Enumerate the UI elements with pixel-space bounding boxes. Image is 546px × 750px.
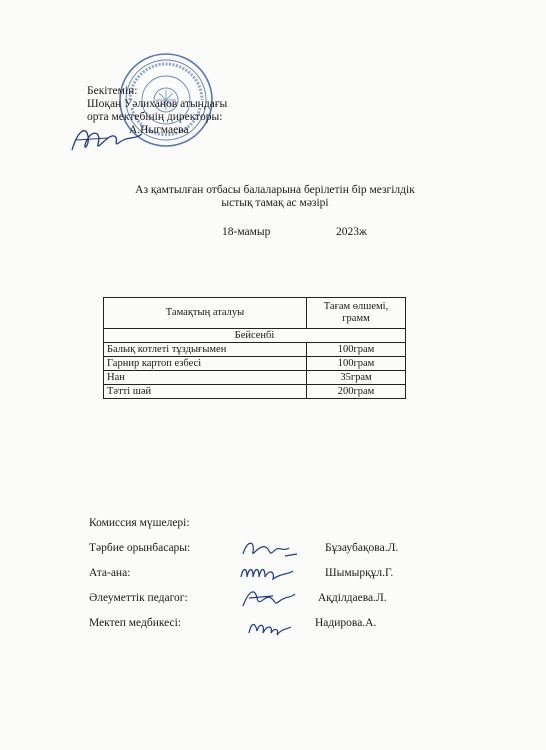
day-label: Бейсенбі [104,329,406,343]
school-name-line: Шоқан Уәлиханов атындағы [87,98,228,110]
dish-name: Нан [104,371,307,385]
commission-member-row [89,617,409,633]
day-row [104,329,406,343]
approval-header [87,85,287,137]
member-name: Шымырқұл.Г. [325,567,394,579]
dish-amount: 100грам [307,343,406,357]
dish-name: Гарнир картоп езбесі [104,357,307,371]
table-header-row [104,298,406,329]
document-date: 18-мамыр [222,226,271,238]
dish-amount: 100грам [307,357,406,371]
table-row [104,371,406,385]
member-name: Ақділдаева.Л. [318,592,387,604]
dish-amount: 35грам [307,371,406,385]
commission-member-row [89,592,409,608]
member-signature [239,584,299,612]
commission-member-row [89,542,409,558]
member-role: Әлеуметтік педагог: [89,592,188,604]
director-title: орта мектебінің директоры: [87,111,223,123]
member-name: Бұзаубақова.Л. [325,542,399,554]
table-row [104,343,406,357]
member-role: Мектеп медбикесі: [89,617,182,629]
dish-name: Балық котлеті тұздығымен [104,343,307,357]
table-row [104,357,406,371]
dish-name: Тәтті шәй [104,385,307,399]
member-signature [245,615,295,643]
approval-label: Бекітемін: [87,85,138,97]
menu-table [103,297,406,399]
member-role: Ата-ана: [89,567,131,579]
member-name: Надирова.А. [315,617,377,629]
member-signature [239,536,301,562]
director-name: А.Ныгмаева [129,124,189,136]
document-year: 2023ж [336,226,367,238]
member-role: Тәрбие орынбасары: [89,542,191,554]
commission-member-row [89,567,409,583]
table-row [104,385,406,399]
document-title: Аз қамтылған отбасы балаларына берілетін бір мезгілдік ыстық тамақ ас мәзірі [135,184,415,209]
column-header-amount: Тағам өлшемі, грамм [307,298,406,329]
dish-amount: 200грам [307,385,406,399]
commission-title: Комиссия мүшелері: [89,517,190,529]
column-header-dish: Тамақтың аталуы [104,298,307,329]
